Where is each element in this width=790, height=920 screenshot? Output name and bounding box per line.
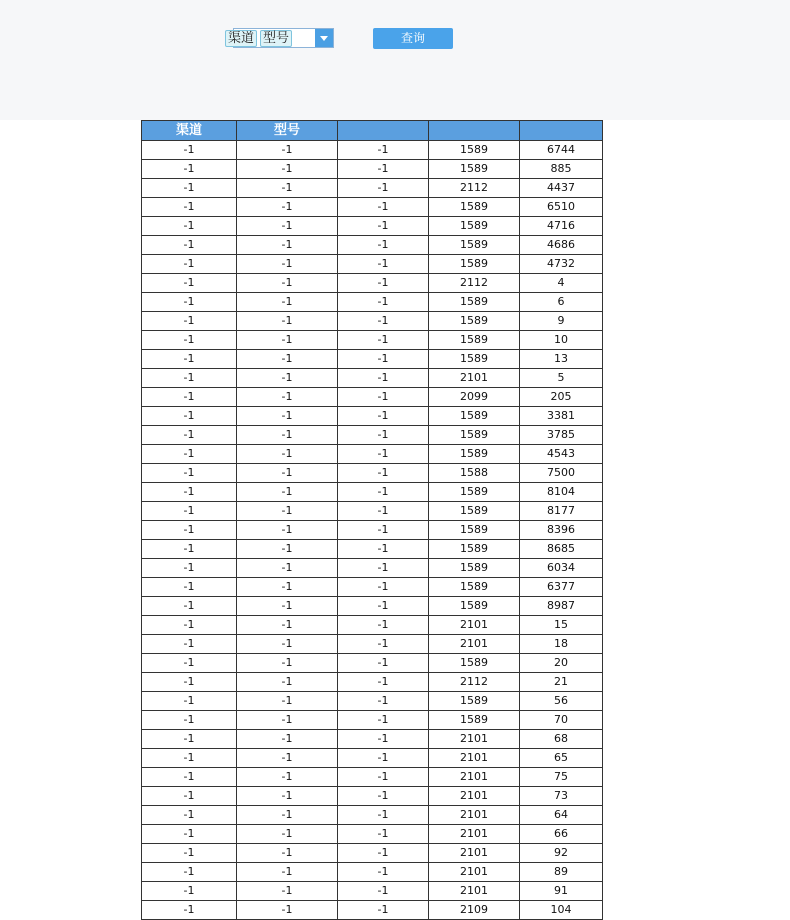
table-row bbox=[142, 711, 603, 730]
query-button[interactable]: 查询 bbox=[373, 28, 453, 49]
table-cell: -1 bbox=[142, 844, 237, 863]
table-cell: 2101 bbox=[429, 616, 520, 635]
table-cell: 6744 bbox=[520, 141, 603, 160]
table-row bbox=[142, 293, 603, 312]
table-cell: -1 bbox=[142, 483, 237, 502]
table-cell: 2112 bbox=[429, 179, 520, 198]
table-cell: 1589 bbox=[429, 502, 520, 521]
table-cell: 1589 bbox=[429, 407, 520, 426]
table-cell: 2101 bbox=[429, 768, 520, 787]
table-cell: 2112 bbox=[429, 673, 520, 692]
table-row bbox=[142, 388, 603, 407]
table-cell: -1 bbox=[237, 844, 338, 863]
table-cell: 75 bbox=[520, 768, 603, 787]
table-cell: -1 bbox=[142, 692, 237, 711]
table-cell: 3785 bbox=[520, 426, 603, 445]
table-cell: -1 bbox=[338, 768, 429, 787]
table-cell: -1 bbox=[237, 236, 338, 255]
table-row bbox=[142, 559, 603, 578]
table-row bbox=[142, 597, 603, 616]
table-cell: -1 bbox=[237, 692, 338, 711]
table-cell: 1589 bbox=[429, 654, 520, 673]
table-row bbox=[142, 217, 603, 236]
table-cell: -1 bbox=[142, 749, 237, 768]
table-cell: -1 bbox=[142, 901, 237, 920]
table-cell: 65 bbox=[520, 749, 603, 768]
table-row bbox=[142, 578, 603, 597]
table-cell: -1 bbox=[142, 635, 237, 654]
table-cell: -1 bbox=[142, 388, 237, 407]
results-table bbox=[141, 120, 603, 920]
table-cell: -1 bbox=[237, 673, 338, 692]
table-cell: -1 bbox=[237, 464, 338, 483]
table-cell: 2101 bbox=[429, 806, 520, 825]
table-cell: 8987 bbox=[520, 597, 603, 616]
table-cell: 1589 bbox=[429, 217, 520, 236]
column-header bbox=[338, 121, 429, 141]
table-cell: -1 bbox=[338, 198, 429, 217]
table-cell: 92 bbox=[520, 844, 603, 863]
table-row bbox=[142, 274, 603, 293]
table-cell: 4437 bbox=[520, 179, 603, 198]
table-cell: 6510 bbox=[520, 198, 603, 217]
table-cell: 4 bbox=[520, 274, 603, 293]
table-cell: 2101 bbox=[429, 882, 520, 901]
table-cell: 56 bbox=[520, 692, 603, 711]
table-row bbox=[142, 768, 603, 787]
table-row bbox=[142, 255, 603, 274]
table-cell: -1 bbox=[237, 255, 338, 274]
table-cell: 8396 bbox=[520, 521, 603, 540]
table-row bbox=[142, 350, 603, 369]
table-cell: -1 bbox=[338, 654, 429, 673]
table-cell: -1 bbox=[237, 768, 338, 787]
table-cell: 2099 bbox=[429, 388, 520, 407]
table-cell: -1 bbox=[237, 711, 338, 730]
table-cell: -1 bbox=[338, 901, 429, 920]
table-row bbox=[142, 236, 603, 255]
table-cell: 1589 bbox=[429, 255, 520, 274]
table-row bbox=[142, 787, 603, 806]
table-cell: -1 bbox=[142, 350, 237, 369]
table-row bbox=[142, 445, 603, 464]
table-cell: -1 bbox=[338, 388, 429, 407]
table-row bbox=[142, 407, 603, 426]
table-cell: -1 bbox=[142, 464, 237, 483]
table-cell: 2101 bbox=[429, 730, 520, 749]
table-row bbox=[142, 901, 603, 920]
table-cell: 10 bbox=[520, 331, 603, 350]
table-cell: -1 bbox=[237, 312, 338, 331]
table-cell: 1589 bbox=[429, 559, 520, 578]
table-cell: 1589 bbox=[429, 331, 520, 350]
table-cell: -1 bbox=[338, 350, 429, 369]
table-cell: 20 bbox=[520, 654, 603, 673]
table-header-row bbox=[142, 121, 603, 141]
table-cell: -1 bbox=[142, 863, 237, 882]
column-header bbox=[520, 121, 603, 141]
table-cell: -1 bbox=[142, 426, 237, 445]
table-cell: -1 bbox=[338, 426, 429, 445]
table-cell: 73 bbox=[520, 787, 603, 806]
table-cell: -1 bbox=[237, 616, 338, 635]
table-row bbox=[142, 730, 603, 749]
table-cell: -1 bbox=[142, 673, 237, 692]
table-cell: 4732 bbox=[520, 255, 603, 274]
table-cell: -1 bbox=[237, 407, 338, 426]
table-cell: 1589 bbox=[429, 198, 520, 217]
table-cell: -1 bbox=[237, 369, 338, 388]
table-row bbox=[142, 844, 603, 863]
table-cell: -1 bbox=[237, 274, 338, 293]
selected-tags bbox=[225, 30, 295, 47]
table-cell: 6377 bbox=[520, 578, 603, 597]
table-cell: -1 bbox=[338, 559, 429, 578]
table-cell: 1589 bbox=[429, 445, 520, 464]
table-cell: -1 bbox=[338, 369, 429, 388]
table-cell: -1 bbox=[338, 863, 429, 882]
table-cell: -1 bbox=[142, 217, 237, 236]
table-cell: 4716 bbox=[520, 217, 603, 236]
table-cell: -1 bbox=[237, 141, 338, 160]
table-cell: -1 bbox=[237, 388, 338, 407]
table-row bbox=[142, 616, 603, 635]
table-cell: -1 bbox=[142, 787, 237, 806]
table-cell: -1 bbox=[237, 806, 338, 825]
table-cell: -1 bbox=[142, 882, 237, 901]
table-cell: -1 bbox=[338, 806, 429, 825]
table-cell: 91 bbox=[520, 882, 603, 901]
table-cell: -1 bbox=[338, 293, 429, 312]
table-cell: 1589 bbox=[429, 578, 520, 597]
table-cell: 1589 bbox=[429, 521, 520, 540]
table-row bbox=[142, 483, 603, 502]
table-cell: 7500 bbox=[520, 464, 603, 483]
table-cell: -1 bbox=[338, 274, 429, 293]
table-row bbox=[142, 540, 603, 559]
table-cell: -1 bbox=[338, 502, 429, 521]
table-cell: -1 bbox=[142, 768, 237, 787]
table-cell: -1 bbox=[338, 844, 429, 863]
table-row bbox=[142, 179, 603, 198]
table-cell: -1 bbox=[338, 312, 429, 331]
table-cell: -1 bbox=[338, 692, 429, 711]
table-cell: 5 bbox=[520, 369, 603, 388]
table-cell: -1 bbox=[338, 141, 429, 160]
table-cell: 2101 bbox=[429, 635, 520, 654]
table-cell: -1 bbox=[142, 369, 237, 388]
table-cell: -1 bbox=[338, 540, 429, 559]
table-cell: 104 bbox=[520, 901, 603, 920]
table-cell: 205 bbox=[520, 388, 603, 407]
table-cell: -1 bbox=[237, 882, 338, 901]
table-cell: -1 bbox=[338, 521, 429, 540]
column-header: 型号 bbox=[237, 121, 338, 141]
table-cell: -1 bbox=[338, 331, 429, 350]
table-cell: -1 bbox=[338, 730, 429, 749]
table-cell: -1 bbox=[142, 540, 237, 559]
table-cell: 6034 bbox=[520, 559, 603, 578]
table-cell: -1 bbox=[338, 597, 429, 616]
table-cell: -1 bbox=[237, 293, 338, 312]
table-cell: -1 bbox=[142, 312, 237, 331]
table-cell: -1 bbox=[338, 825, 429, 844]
table-cell: -1 bbox=[338, 673, 429, 692]
table-cell: -1 bbox=[338, 483, 429, 502]
table-cell: 1589 bbox=[429, 540, 520, 559]
table-row bbox=[142, 654, 603, 673]
table-cell: -1 bbox=[338, 749, 429, 768]
table-cell: -1 bbox=[338, 160, 429, 179]
table-cell: 8685 bbox=[520, 540, 603, 559]
table-cell: -1 bbox=[338, 236, 429, 255]
table-cell: -1 bbox=[338, 217, 429, 236]
table-cell: 2101 bbox=[429, 787, 520, 806]
table-cell: 2101 bbox=[429, 844, 520, 863]
table-cell: 1589 bbox=[429, 160, 520, 179]
table-cell: -1 bbox=[237, 198, 338, 217]
table-cell: -1 bbox=[237, 597, 338, 616]
table-cell: 1589 bbox=[429, 141, 520, 160]
table-cell: 1589 bbox=[429, 483, 520, 502]
table-cell: 1588 bbox=[429, 464, 520, 483]
table-cell: 68 bbox=[520, 730, 603, 749]
table-row bbox=[142, 160, 603, 179]
table-cell: -1 bbox=[142, 160, 237, 179]
table-cell: 9 bbox=[520, 312, 603, 331]
table-cell: -1 bbox=[237, 540, 338, 559]
table-cell: -1 bbox=[142, 825, 237, 844]
table-row bbox=[142, 464, 603, 483]
table-row bbox=[142, 749, 603, 768]
table-cell: -1 bbox=[237, 426, 338, 445]
table-row bbox=[142, 521, 603, 540]
table-cell: -1 bbox=[237, 825, 338, 844]
table-cell: -1 bbox=[237, 635, 338, 654]
table-row bbox=[142, 369, 603, 388]
table-cell: 18 bbox=[520, 635, 603, 654]
table-cell: -1 bbox=[338, 407, 429, 426]
table-cell: -1 bbox=[237, 502, 338, 521]
table-cell: -1 bbox=[338, 255, 429, 274]
table-cell: 1589 bbox=[429, 312, 520, 331]
table-cell: -1 bbox=[142, 578, 237, 597]
filter-toolbar bbox=[0, 0, 790, 120]
tag-channel[interactable]: 渠道 bbox=[225, 30, 257, 47]
table-cell: -1 bbox=[338, 179, 429, 198]
table-cell: -1 bbox=[237, 179, 338, 198]
table-row bbox=[142, 863, 603, 882]
table-cell: 2101 bbox=[429, 863, 520, 882]
table-cell: 21 bbox=[520, 673, 603, 692]
table-row bbox=[142, 426, 603, 445]
table-cell: 2101 bbox=[429, 369, 520, 388]
table-cell: -1 bbox=[142, 711, 237, 730]
table-cell: -1 bbox=[338, 882, 429, 901]
table-cell: -1 bbox=[142, 597, 237, 616]
table-cell: -1 bbox=[142, 730, 237, 749]
table-cell: 13 bbox=[520, 350, 603, 369]
table-cell: -1 bbox=[237, 654, 338, 673]
table-cell: -1 bbox=[142, 654, 237, 673]
table-cell: -1 bbox=[142, 616, 237, 635]
table-cell: 2112 bbox=[429, 274, 520, 293]
table-cell: -1 bbox=[142, 141, 237, 160]
table-cell: 64 bbox=[520, 806, 603, 825]
tag-model[interactable]: 型号 bbox=[260, 30, 292, 47]
table-cell: -1 bbox=[142, 293, 237, 312]
table-cell: 4686 bbox=[520, 236, 603, 255]
table-cell: 1589 bbox=[429, 426, 520, 445]
table-cell: -1 bbox=[142, 179, 237, 198]
table-cell: -1 bbox=[142, 502, 237, 521]
table-cell: -1 bbox=[237, 787, 338, 806]
table-cell: 1589 bbox=[429, 236, 520, 255]
table-cell: -1 bbox=[142, 331, 237, 350]
table-cell: -1 bbox=[338, 711, 429, 730]
table-cell: -1 bbox=[142, 236, 237, 255]
table-cell: -1 bbox=[237, 521, 338, 540]
table-row bbox=[142, 331, 603, 350]
channel-model-multiselect[interactable] bbox=[228, 28, 334, 48]
table-cell: -1 bbox=[237, 350, 338, 369]
column-header bbox=[429, 121, 520, 141]
table-cell: 8177 bbox=[520, 502, 603, 521]
table-cell: 1589 bbox=[429, 350, 520, 369]
table-cell: -1 bbox=[237, 445, 338, 464]
table-cell: -1 bbox=[142, 407, 237, 426]
table-cell: -1 bbox=[142, 255, 237, 274]
table-cell: -1 bbox=[237, 863, 338, 882]
table-row bbox=[142, 141, 603, 160]
table-row bbox=[142, 806, 603, 825]
table-cell: -1 bbox=[142, 521, 237, 540]
table-cell: -1 bbox=[237, 749, 338, 768]
table-cell: -1 bbox=[237, 160, 338, 179]
table-cell: 1589 bbox=[429, 597, 520, 616]
table-cell: 2101 bbox=[429, 749, 520, 768]
table-cell: -1 bbox=[142, 559, 237, 578]
table-cell: -1 bbox=[237, 730, 338, 749]
table-row bbox=[142, 198, 603, 217]
table-cell: -1 bbox=[142, 198, 237, 217]
table-cell: 70 bbox=[520, 711, 603, 730]
table-cell: -1 bbox=[338, 787, 429, 806]
table-cell: -1 bbox=[338, 578, 429, 597]
table-row bbox=[142, 692, 603, 711]
table-cell: -1 bbox=[338, 445, 429, 464]
table-cell: 3381 bbox=[520, 407, 603, 426]
table-cell: 6 bbox=[520, 293, 603, 312]
table-row bbox=[142, 635, 603, 654]
table-cell: 2101 bbox=[429, 825, 520, 844]
table-cell: -1 bbox=[338, 635, 429, 654]
table-cell: -1 bbox=[142, 806, 237, 825]
table-cell: 1589 bbox=[429, 711, 520, 730]
table-cell: 89 bbox=[520, 863, 603, 882]
table-cell: -1 bbox=[142, 445, 237, 464]
table-cell: -1 bbox=[237, 217, 338, 236]
table-cell: 15 bbox=[520, 616, 603, 635]
table-cell: 4543 bbox=[520, 445, 603, 464]
table-cell: -1 bbox=[237, 559, 338, 578]
column-header: 渠道 bbox=[142, 121, 237, 141]
table-cell: -1 bbox=[338, 616, 429, 635]
table-cell: 885 bbox=[520, 160, 603, 179]
table-cell: -1 bbox=[237, 331, 338, 350]
table-row bbox=[142, 882, 603, 901]
table-cell: 8104 bbox=[520, 483, 603, 502]
table-row bbox=[142, 673, 603, 692]
table-cell: -1 bbox=[237, 578, 338, 597]
table-cell: 2109 bbox=[429, 901, 520, 920]
table-row bbox=[142, 502, 603, 521]
table-body bbox=[142, 141, 603, 920]
table-cell: -1 bbox=[237, 901, 338, 920]
table-cell: 66 bbox=[520, 825, 603, 844]
table-cell: -1 bbox=[237, 483, 338, 502]
table-cell: 1589 bbox=[429, 692, 520, 711]
table-row bbox=[142, 825, 603, 844]
table-cell: 1589 bbox=[429, 293, 520, 312]
table-row bbox=[142, 312, 603, 331]
table-cell: -1 bbox=[338, 464, 429, 483]
table-cell: -1 bbox=[142, 274, 237, 293]
chevron-down-icon[interactable] bbox=[315, 29, 333, 47]
